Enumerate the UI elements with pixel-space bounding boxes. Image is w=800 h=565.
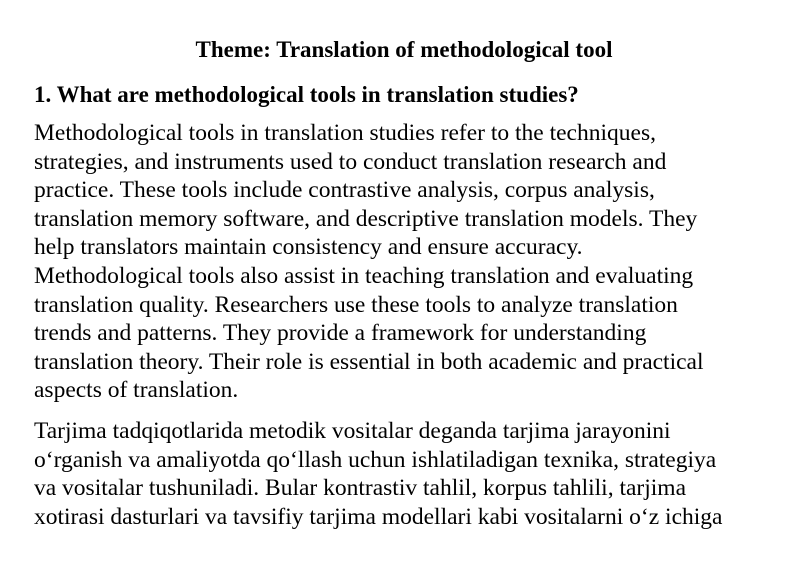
text-line: aspects of translation. [34,377,239,404]
text-line: Methodological tools in translation studies refer to the techniques, [34,120,656,146]
text-line: translation memory software, and descriptive translation models. They [34,205,698,232]
text-line: xotirasi dasturlari va tavsifiy tarjima modellari kabi vositalarni o‘z ichiga [34,503,723,530]
text-line: practice. These tools include contrastive analysis, corpus analysis, [34,177,655,204]
text-line: strategies, and instruments used to conduct translation research and [34,148,667,175]
paragraph-english [34,119,704,405]
text-line: Methodological tools also assist in teaching translation and evaluating [34,262,694,289]
text-line: trends and patterns. They provide a framework for understanding [34,320,647,347]
text-line: translation theory. Their role is essential in both academic and practical [34,348,704,375]
document-title: Theme: Translation of methodological tool [195,37,613,62]
section-heading: 1. What are methodological tools in translation studies? [34,82,579,107]
text-line: help translators maintain consistency and ensure accuracy. [34,234,583,261]
text-line: o‘rganish va amaliyotda qo‘llash uchun ishlatiladigan texnika, strategiya [34,446,717,473]
text-line: Tarjima tadqiqotlarida metodik vositalar deganda tarjima jarayonini [34,418,671,444]
paragraph-uzbek [34,417,722,531]
text-line: translation quality. Researchers use these tools to analyze translation [34,291,678,318]
text-line: va vositalar tushuniladi. Bular kontrastiv tahlil, korpus tahlili, tarjima [34,475,687,502]
